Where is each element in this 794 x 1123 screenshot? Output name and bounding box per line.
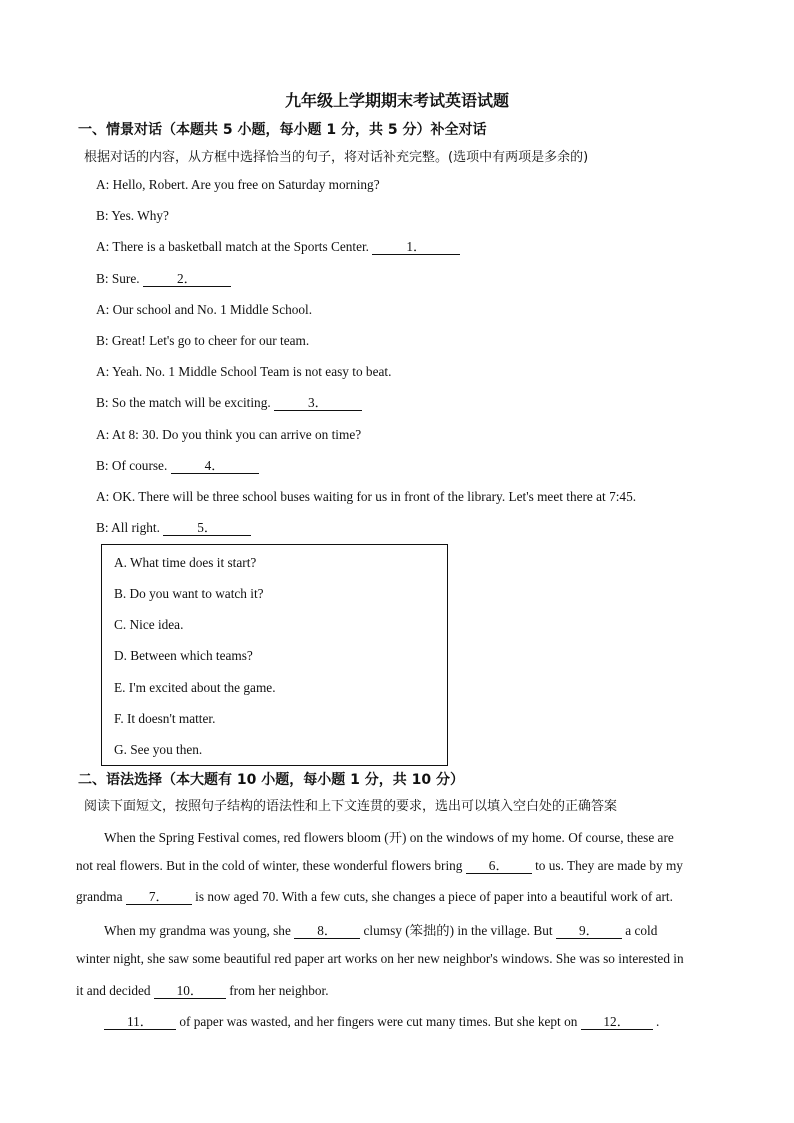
dialogue-line bbox=[96, 271, 231, 287]
passage-text: a cold bbox=[621, 923, 658, 938]
dialogue-line bbox=[96, 239, 460, 255]
passage-text: . bbox=[652, 1014, 660, 1029]
section-1-instruction: 根据对话的内容，从方框中选择恰当的句子，将对话补充完整。(选项中有两项是多余的) bbox=[84, 150, 589, 165]
passage-line bbox=[104, 920, 657, 939]
answer-blank[interactable]: 1． bbox=[372, 240, 460, 255]
answer-blank[interactable]: 5． bbox=[163, 521, 251, 536]
dialogue-text: B: Great! Let's go to cheer for our team. bbox=[96, 333, 310, 348]
option-item: D. Between which teams? bbox=[114, 648, 253, 663]
answer-blank[interactable]: 9． bbox=[556, 924, 622, 939]
option-item: B. Do you want to watch it? bbox=[114, 586, 264, 601]
passage-text: clumsy (笨拙的) in the village. But bbox=[360, 923, 556, 938]
dialogue-line bbox=[96, 489, 636, 505]
dialogue-line bbox=[96, 364, 391, 380]
page-title: 九年级上学期期末考试英语试题 bbox=[284, 91, 509, 110]
dialogue-text: A: There is a basketball match at the Sports Center. bbox=[96, 239, 373, 254]
passage-text: is now aged 70. With a few cuts, she changes a piece of paper into a beautiful work of art. bbox=[191, 889, 673, 904]
dialogue-text: B: Of course. bbox=[96, 458, 171, 473]
dialogue-text: A: Our school and No. 1 Middle School. bbox=[96, 302, 313, 317]
section-2-instruction: 阅读下面短文，按照句子结构的语法性和上下文连贯的要求，选出可以填入空白处的正确答案 bbox=[84, 799, 618, 814]
dialogue-line bbox=[96, 177, 380, 193]
passage-text: When the Spring Festival comes, red flowers bloom (开) on the windows of my home. Of course, these are bbox=[104, 830, 674, 845]
dialogue-text: B: Yes. Why? bbox=[96, 208, 169, 223]
option-item: E. I'm excited about the game. bbox=[114, 680, 276, 695]
dialogue-text: A: OK. There will be three school buses waiting for us in front of the library. Let's meet there at 7:45. bbox=[96, 489, 637, 504]
answer-blank[interactable]: 4． bbox=[171, 459, 259, 474]
dialogue-text: B: Sure. bbox=[96, 271, 143, 286]
dialogue-line bbox=[96, 208, 169, 224]
option-item: C. Nice idea. bbox=[114, 617, 184, 632]
section-1-heading: 一、情景对话（本题共 5 小题，每小题 1 分，共 5 分）补全对话 bbox=[78, 122, 487, 138]
passage-text: not real flowers. But in the cold of winter, these wonderful flowers bring bbox=[76, 858, 466, 873]
dialogue-line bbox=[96, 395, 362, 411]
passage-line bbox=[104, 827, 674, 846]
passage-text: grandma bbox=[76, 889, 126, 904]
answer-blank[interactable]: 2． bbox=[143, 272, 231, 287]
passage-text: When my grandma was young, she bbox=[104, 923, 295, 938]
answer-blank[interactable]: 11． bbox=[104, 1015, 176, 1030]
dialogue-text: A: Hello, Robert. Are you free on Saturday morning? bbox=[96, 177, 380, 192]
answer-blank[interactable]: 3． bbox=[274, 396, 362, 411]
passage-line bbox=[76, 889, 673, 905]
dialogue-line bbox=[96, 302, 312, 318]
passage-line bbox=[76, 951, 684, 967]
answer-blank[interactable]: 8． bbox=[294, 924, 360, 939]
options-box bbox=[101, 544, 448, 766]
dialogue-line bbox=[96, 520, 251, 536]
dialogue-text: B: All right. bbox=[96, 520, 164, 535]
option-item: G. See you then. bbox=[114, 742, 203, 757]
passage-text: of paper was wasted, and her fingers were cut many times. But she kept on bbox=[176, 1014, 581, 1029]
passage-text: winter night, she saw some beautiful red paper art works on her new neighbor's windows. She was so interested in bbox=[76, 951, 684, 966]
dialogue-text: A: At 8: 30. Do you think you can arrive on time? bbox=[96, 427, 362, 442]
passage-text: it and decided bbox=[76, 983, 154, 998]
passage-line bbox=[104, 1014, 659, 1030]
option-item: A. What time does it start? bbox=[114, 555, 257, 570]
dialogue-text: A: Yeah. No. 1 Middle School Team is not easy to beat. bbox=[96, 364, 392, 379]
answer-blank[interactable]: 10． bbox=[154, 984, 226, 999]
passage-text: from her neighbor. bbox=[225, 983, 329, 998]
section-2-heading: 二、语法选择（本大题有 10 小题，每小题 1 分，共 10 分） bbox=[78, 772, 464, 788]
dialogue-line bbox=[96, 458, 259, 474]
dialogue-line bbox=[96, 333, 309, 349]
answer-blank[interactable]: 7． bbox=[126, 890, 192, 905]
answer-blank[interactable]: 12． bbox=[581, 1015, 653, 1030]
passage-text: to us. They are made by my bbox=[531, 858, 683, 873]
passage-line bbox=[76, 983, 329, 999]
passage-line bbox=[76, 858, 683, 874]
dialogue-text: B: So the match will be exciting. bbox=[96, 395, 275, 410]
option-item: F. It doesn't matter. bbox=[114, 711, 216, 726]
dialogue-line bbox=[96, 427, 361, 443]
answer-blank[interactable]: 6． bbox=[466, 859, 532, 874]
